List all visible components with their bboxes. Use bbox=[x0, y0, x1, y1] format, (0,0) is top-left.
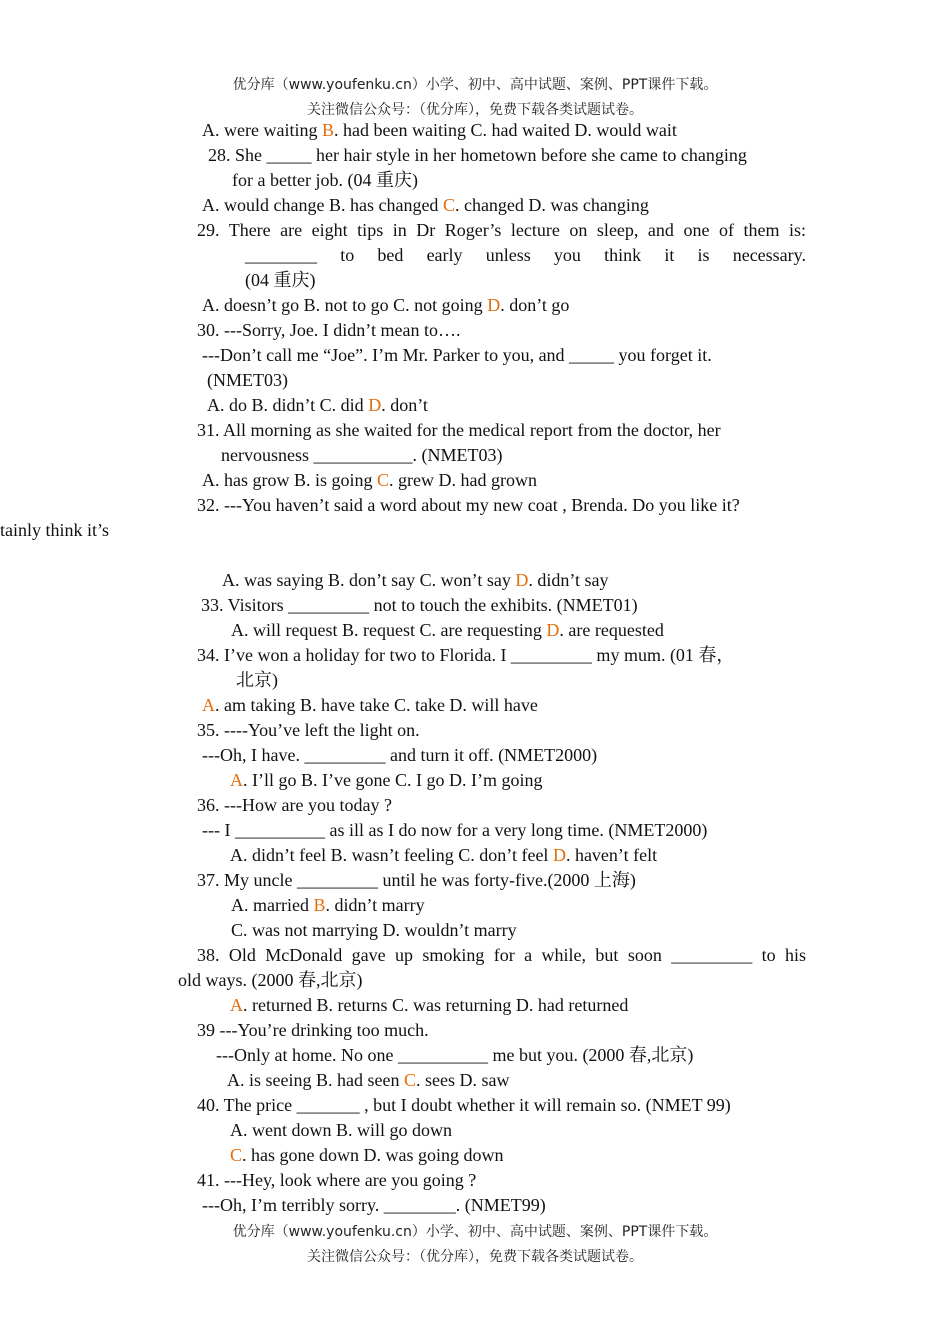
q30-stem: 30. ---Sorry, Joe. I didn’t mean to…. bbox=[197, 320, 461, 340]
q37-stem: 37. My uncle _________ until he was forty-five.(2000 上海) bbox=[197, 870, 636, 890]
q35-options: A. I’ll go B. I’ve gone C. I go D. I’m going bbox=[230, 770, 543, 790]
q37-options-a-b: A. married B. didn’t marry bbox=[231, 895, 425, 915]
answer-key: C bbox=[403, 1070, 416, 1090]
q32-overflow-text: tainly think it’s bbox=[0, 520, 110, 540]
q31-stem-cont: nervousness ___________. (NMET03) bbox=[221, 445, 503, 465]
q40-options-c-d: C. has gone down D. was going down bbox=[230, 1145, 504, 1165]
answer-key: D bbox=[546, 620, 560, 640]
answer-key: D bbox=[552, 845, 566, 865]
page-header-line-1: 优分库（www.youfenku.cn）小学、初中、高中试题、案例、PPT课件下载。 bbox=[232, 77, 718, 93]
answer-key: D bbox=[487, 295, 501, 315]
answer-key: C bbox=[230, 1145, 243, 1165]
q30-source: (NMET03) bbox=[207, 370, 288, 390]
answer-key: C bbox=[442, 195, 455, 215]
answer-key: C bbox=[377, 470, 390, 490]
q39-dialogue: ---Only at home. No one __________ me but you. (2000 春,北京) bbox=[216, 1045, 694, 1065]
answer-key: B bbox=[313, 895, 326, 915]
q38-stem: 38. Old McDonald gave up smoking for a while, but soon _________ to his bbox=[197, 945, 806, 965]
q39-options: A. is seeing B. had seen C. sees D. saw bbox=[227, 1070, 510, 1090]
answer-key: A bbox=[230, 770, 243, 790]
q29-stem: 29. There are eight tips in Dr Roger’s lecture on sleep, and one of them is: bbox=[197, 220, 806, 240]
answer-key: D bbox=[515, 570, 529, 590]
q28-options: A. would change B. has changed C. changed D. was changing bbox=[202, 195, 649, 215]
q34-source: 北京) bbox=[236, 670, 278, 690]
q36-dialogue: --- I __________ as ill as I do now for a very long time. (NMET2000) bbox=[202, 820, 708, 840]
q37-options-c-d: C. was not marrying D. wouldn’t marry bbox=[231, 920, 517, 940]
q29-source: (04 重庆) bbox=[245, 270, 316, 290]
page-footer-line-2: 关注微信公众号：（优分库），免费下载各类试题试卷。 bbox=[307, 1249, 643, 1265]
q30-options: A. do B. didn’t C. did D. don’t bbox=[207, 395, 428, 415]
q32-options: A. was saying B. don’t say C. won’t say D. didn’t say bbox=[222, 570, 609, 590]
answer-key: A bbox=[230, 995, 243, 1015]
q28-stem-cont: for a better job. (04 重庆) bbox=[232, 170, 418, 190]
q35-stem: 35. ----You’ve left the light on. bbox=[197, 720, 420, 740]
q31-stem: 31. All morning as she waited for the medical report from the doctor, her bbox=[197, 420, 721, 440]
q36-options: A. didn’t feel B. wasn’t feeling C. don’t feel D. haven’t felt bbox=[230, 845, 658, 865]
q38-options: A. returned B. returns C. was returning D. had returned bbox=[230, 995, 629, 1015]
answer-key: A bbox=[202, 695, 215, 715]
q36-stem: 36. ---How are you today ? bbox=[197, 795, 392, 815]
q39-stem: 39 ---You’re drinking too much. bbox=[197, 1020, 429, 1040]
page-header-line-2: 关注微信公众号：（优分库），免费下载各类试题试卷。 bbox=[307, 102, 643, 118]
q27-options: A. were waiting B. had been waiting C. had waited D. would wait bbox=[202, 120, 677, 140]
q40-stem: 40. The price _______ , but I doubt whether it will remain so. (NMET 99) bbox=[197, 1095, 731, 1115]
q34-stem: 34. I’ve won a holiday for two to Florida. I _________ my mum. (01 春， bbox=[197, 645, 735, 665]
q33-stem: 33. Visitors _________ not to touch the exhibits. (NMET01) bbox=[201, 595, 638, 615]
q33-options: A. will request B. request C. are requesting D. are requested bbox=[231, 620, 664, 640]
q40-options-a-b: A. went down B. will go down bbox=[230, 1120, 452, 1140]
q28-stem: 28. She _____ her hair style in her hometown before she came to changing bbox=[208, 145, 747, 165]
q38-stem-cont: old ways. (2000 春,北京) bbox=[178, 970, 363, 990]
answer-key: D bbox=[368, 395, 382, 415]
q29-options: A. doesn’t go B. not to go C. not going D. don’t go bbox=[202, 295, 570, 315]
q30-dialogue: ---Don’t call me “Joe”. I’m Mr. Parker to you, and _____ you forget it. bbox=[202, 345, 712, 365]
q31-options: A. has grow B. is going C. grew D. had grown bbox=[202, 470, 537, 490]
q41-stem: 41. ---Hey, look where are you going ? bbox=[197, 1170, 477, 1190]
page-footer-line-1: 优分库（www.youfenku.cn）小学、初中、高中试题、案例、PPT课件下载。 bbox=[232, 1224, 718, 1240]
q35-dialogue: ---Oh, I have. _________ and turn it off. (NMET2000) bbox=[202, 745, 598, 765]
q41-dialogue: ---Oh, I’m terribly sorry. ________. (NMET99) bbox=[202, 1195, 546, 1215]
answer-key: B bbox=[321, 120, 334, 140]
q29-stem-cont: ________ to bed early unless you think it is necessary. bbox=[245, 245, 806, 265]
q34-options: A. am taking B. have take C. take D. will have bbox=[202, 695, 538, 715]
q32-stem: 32. ---You haven’t said a word about my new coat , Brenda. Do you like it? bbox=[197, 495, 740, 515]
